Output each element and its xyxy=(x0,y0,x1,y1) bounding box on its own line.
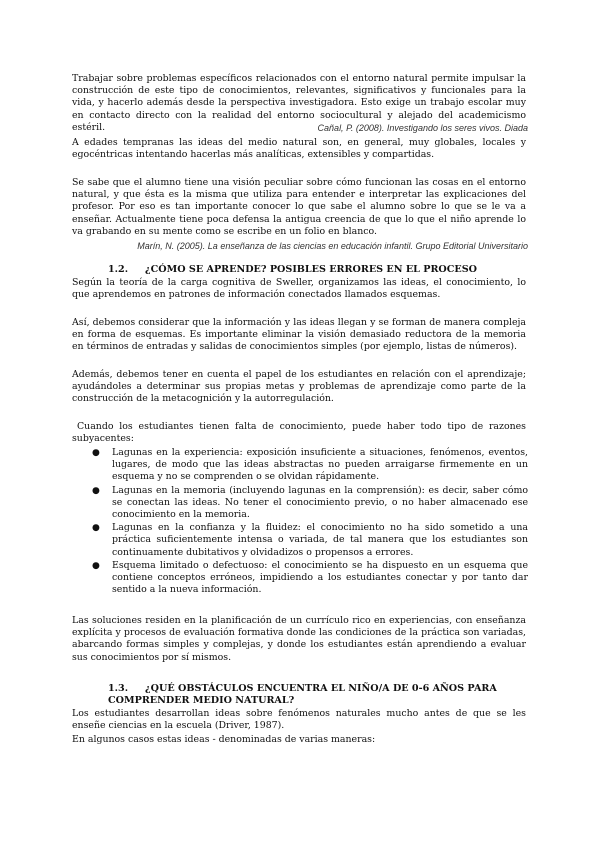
bullet-icon: ● xyxy=(92,560,100,571)
bullet-icon: ● xyxy=(92,448,100,458)
paragraph-sweller: Según la teoría de la carga cognitiva de Sweller, organizamos las ideas, el conocimiento, lo que aprendemos en patrones de información conectados llamados esquemas. xyxy=(72,277,526,301)
bullet-icon: ● xyxy=(92,523,100,534)
citation-canal: Cañal, P. (2008). Investigando los seres vivos. Diada xyxy=(317,123,528,133)
list-item: ● Lagunas en la experiencia: exposición insuficiente a situaciones, fenómenos, eventos, lugares, de modo que las ideas abstractas no pueden arraigarse firmemente en un esquema y no se comprenden o se olvidan rápidamente. xyxy=(92,447,528,483)
paragraph-vision-alumno: Se sabe que el alumno tiene una visión peculiar sobre cómo funcionan las cosas en el entorno natural, y que ésta es la misma que utiliza para entender e interpretar las explicaciones del profesor. Por eso es tan importante conocer lo que sabe el alumno sobre lo que se le va a enseñar. Actualmente tiene poca defensa la antigua creencia de que lo que el niño aprende lo va grabando en su mente como se escribe en un folio en blanco. xyxy=(72,177,526,237)
reasons-list xyxy=(92,447,528,597)
section-heading-1-2 xyxy=(108,264,526,276)
citation-marin: Marín, N. (2005). La enseñanza de las ciencias en educación infantil. Grupo Editorial Universitario xyxy=(137,241,528,251)
list-item: ● Lagunas en la confianza y la fluidez: el conocimiento no ha sido sometido a una práctica suficientemente intensa o variada, de tal manera que los estudiantes son continuamente dubitativos y olvidadizos o propensos a errores. xyxy=(92,522,528,558)
paragraph-metacognicion: Además, debemos tener en cuenta el papel de los estudiantes en relación con el aprendizaje; ayudándoles a determinar sus propias metas y problemas de aprendizaje como parte de la construcción de la metacognición y la autorregulación. xyxy=(72,369,526,405)
section-title: ¿CÓMO SE APRENDE? POSIBLES ERRORES EN EL PROCESO xyxy=(145,264,478,275)
list-item: ● Lagunas en la memoria (incluyendo lagunas en la comprensión): es decir, saber cómo se conectan las ideas. No tener el conocimiento previo, o no haber almacenado ese conocimiento en la memoria. xyxy=(92,484,528,521)
section-title: ¿QUÉ OBSTÁCULOS ENCUENTRA EL NIÑO/A DE 0-6 AÑOS PARA COMPRENDER MEDIO NATURAL? xyxy=(108,683,497,707)
section-heading-1-3 xyxy=(108,683,526,707)
paragraph-soluciones: Las soluciones residen en la planificación de un currículo rico en experiencias, con enseñanza explícita y procesos de evaluación formativa donde las condiciones de la práctica son variadas, abarcando formas simples y complejas, y donde los estudiantes están aprendiendo a evaluar sus conocimientos por sí mismos. xyxy=(72,615,526,663)
paragraph-falta-conocimiento: Cuando los estudiantes tienen falta de conocimiento, puede haber todo tipo de razones subyacentes: xyxy=(72,421,526,445)
paragraph-edades-tempranas: A edades tempranas las ideas del medio natural son, en general, muy globales, locales y egocéntricas intentando hacerlas más analíticas, extensibles y compartidas. xyxy=(72,137,526,161)
paragraph-denominadas: En algunos casos estas ideas - denominadas de varias maneras: xyxy=(72,734,376,745)
section-number: 1.2. xyxy=(108,264,129,275)
paragraph-driver: Los estudiantes desarrollan ideas sobre fenómenos naturales mucho antes de que se les enseñe ciencias en la escuela (Driver, 1987). xyxy=(72,708,526,732)
section-number: 1.3. xyxy=(108,683,129,694)
paragraph-entorno-natural: Trabajar sobre problemas específicos relacionados con el entorno natural permite impulsar la construcción de este tipo de conocimientos, relevantes, significativos y funcionales para la vida, y hacerlo además desde la perspectiva investigadora. Esto exige un trabajo escolar muy en contacto directo con la realidad del entorno sociocultural y alejado del academicismo estéril. xyxy=(72,73,526,133)
list-item: ● Esquema limitado o defectuoso: el conocimiento se ha dispuesto en un esquema que contiene conceptos erróneos, impidiendo a los estudiantes conectar y por tanto dar sentido a la nueva información. xyxy=(92,559,528,596)
bullet-icon: ● xyxy=(92,485,100,496)
paragraph-esquemas: Así, debemos considerar que la información y las ideas llegan y se forman de manera compleja en forma de esquemas. Es importante eliminar la visión demasiado reductora de la memoria en términos de entradas y salidas de conocimientos simples (por ejemplo, listas de números). xyxy=(72,317,526,353)
